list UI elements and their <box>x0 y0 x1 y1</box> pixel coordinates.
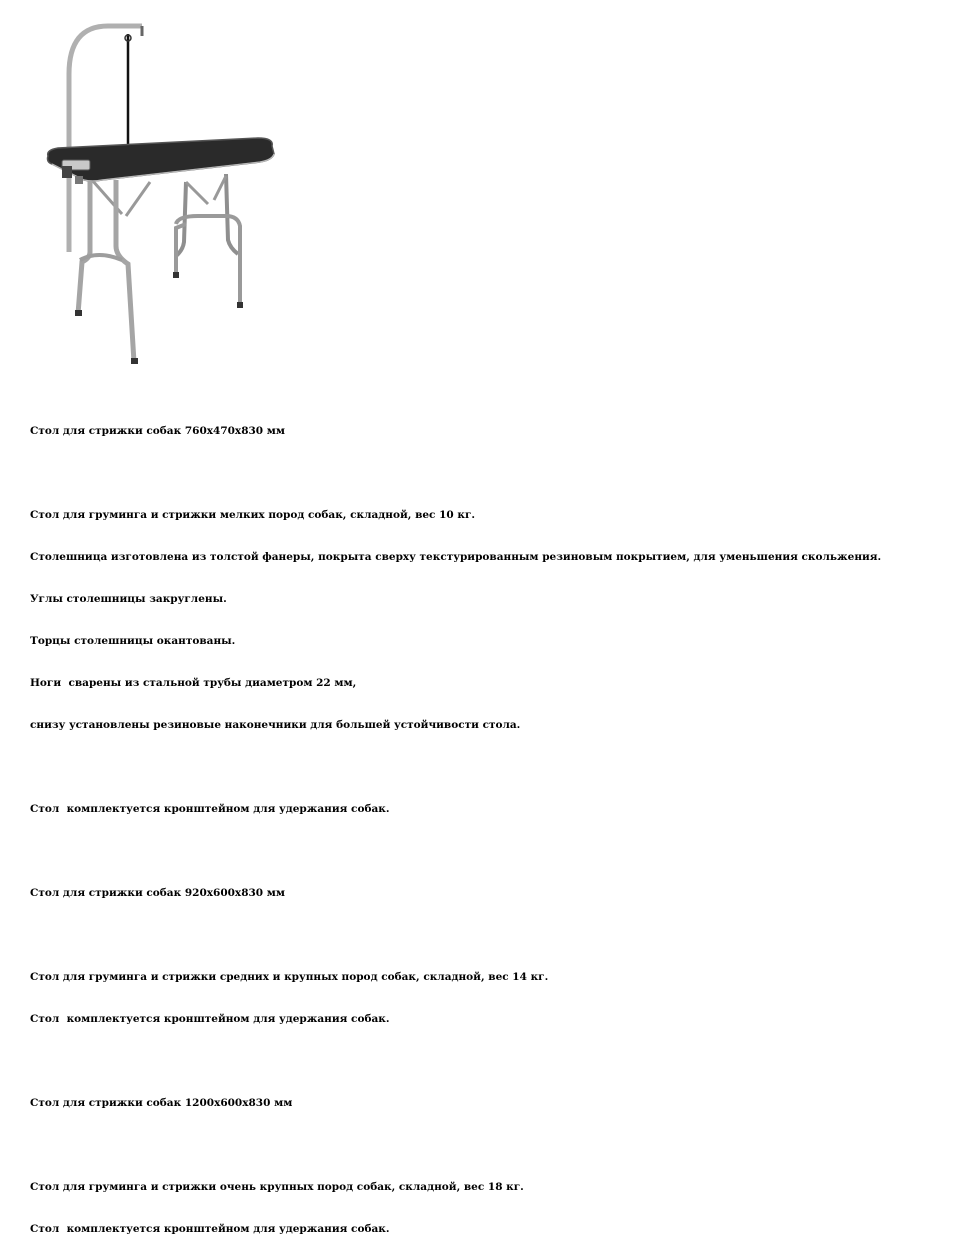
description-line: Углы столешницы закруглены. <box>30 593 227 605</box>
description-line: Стол комплектуется кронштейном для удержания собак. <box>30 803 390 815</box>
description-line: Стол для груминга и стрижки мелких пород собак, складной, вес 10 кг. <box>30 509 476 521</box>
description-line: Стол для груминга и стрижки средних и крупных пород собак, складной, вес 14 кг. <box>30 971 549 983</box>
description-line: снизу установлены резиновые наконечники для большей устойчивости стола. <box>30 719 521 731</box>
section-title: Стол для стрижки собак 920х600х830 мм <box>30 887 286 899</box>
section-title: Стол для стрижки собак 760х470х830 мм <box>30 425 286 437</box>
grooming-table-image <box>38 14 288 370</box>
description-line: Ноги сварены из стальной трубы диаметром 22 мм, <box>30 677 357 689</box>
description-line: Торцы столешницы окантованы. <box>30 635 236 647</box>
product-description <box>30 396 950 1250</box>
section-title: Стол для стрижки собак 1200х600х830 мм <box>30 1097 293 1109</box>
description-line: Столешница изготовлена из толстой фанеры, покрыта сверху текстурированным резиновым покрытием, для уменьшения скольжения. <box>30 551 882 563</box>
description-line: Стол комплектуется кронштейном для удержания собак. <box>30 1013 390 1025</box>
description-line: Стол для груминга и стрижки очень крупных пород собак, складной, вес 18 кг. <box>30 1181 524 1193</box>
description-line: Стол комплектуется кронштейном для удержания собак. <box>30 1223 390 1235</box>
